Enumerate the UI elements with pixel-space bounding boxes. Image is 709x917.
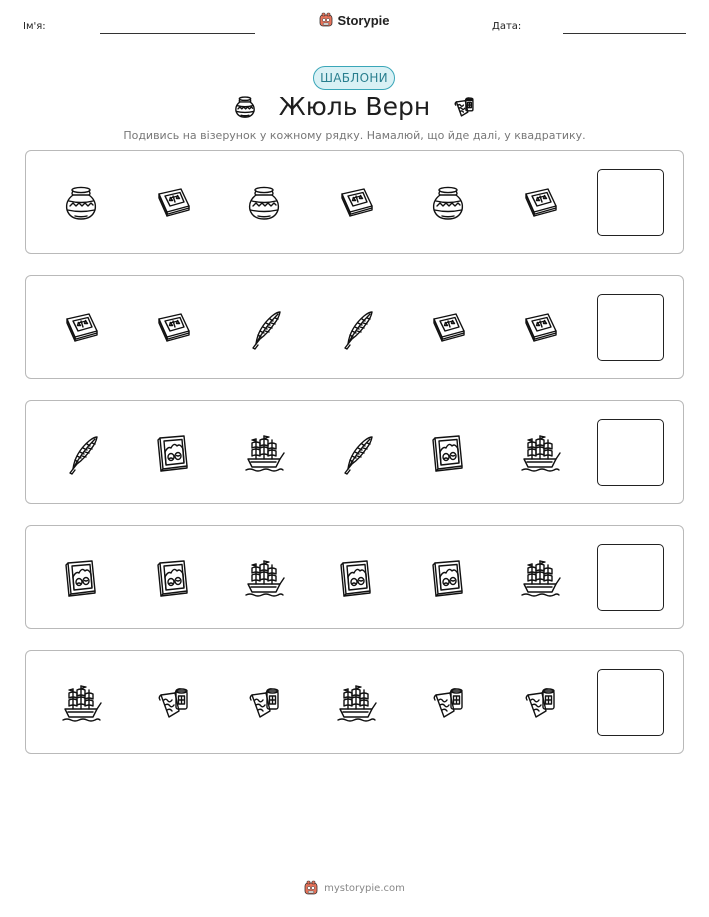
pattern-cell [59, 181, 103, 225]
ship-icon [242, 431, 286, 475]
pattern-cell [59, 431, 103, 475]
ship-icon [518, 431, 562, 475]
name-line[interactable] [100, 33, 255, 34]
pot-icon [231, 93, 259, 121]
category-badge: ШАБЛОНИ [313, 66, 395, 90]
pattern-cell [59, 306, 103, 350]
book-icon [426, 306, 470, 350]
pattern-cell [518, 556, 562, 600]
footer [0, 880, 709, 896]
theater-book-icon [59, 556, 103, 600]
pattern-row [25, 275, 684, 379]
book-icon [151, 306, 195, 350]
mascot-icon [304, 880, 318, 896]
ship-icon [334, 681, 378, 725]
scroll-icon [518, 681, 562, 725]
answer-box[interactable] [597, 669, 664, 736]
pattern-cell [242, 681, 286, 725]
pattern-cell [151, 556, 195, 600]
pattern-cell [518, 681, 562, 725]
answer-box[interactable] [597, 544, 664, 611]
pot-icon [426, 181, 470, 225]
pattern-row [25, 650, 684, 754]
pattern-cell [426, 431, 470, 475]
brand-name: Storypie [337, 12, 390, 28]
brand-logo [0, 12, 709, 28]
pattern-cell [334, 306, 378, 350]
pattern-cell [242, 306, 286, 350]
quill-icon [334, 431, 378, 475]
ship-icon [518, 556, 562, 600]
pattern-cell [151, 431, 195, 475]
pattern-cell [151, 306, 195, 350]
scroll-icon [426, 681, 470, 725]
pattern-cell [518, 181, 562, 225]
pattern-cell [151, 681, 195, 725]
pattern-cell [242, 556, 286, 600]
name-label: Ім'я: [23, 21, 46, 32]
pattern-cell [334, 431, 378, 475]
quill-icon [334, 306, 378, 350]
pattern-cell [426, 181, 470, 225]
pattern-cell [426, 306, 470, 350]
pot-icon [59, 181, 103, 225]
quill-icon [242, 306, 286, 350]
book-icon [334, 181, 378, 225]
answer-box[interactable] [597, 419, 664, 486]
pattern-cell [334, 181, 378, 225]
pattern-row [25, 400, 684, 504]
answer-box[interactable] [597, 294, 664, 361]
pattern-cell [59, 681, 103, 725]
pattern-cell [334, 681, 378, 725]
ship-icon [59, 681, 103, 725]
title-row [0, 92, 709, 121]
footer-url[interactable]: mystorypie.com [324, 882, 405, 894]
pattern-cell [242, 181, 286, 225]
pattern-cell [518, 306, 562, 350]
pattern-cell [518, 431, 562, 475]
quill-icon [59, 431, 103, 475]
date-line[interactable] [563, 33, 686, 34]
pattern-cell [426, 556, 470, 600]
pattern-cell [151, 181, 195, 225]
answer-box[interactable] [597, 169, 664, 236]
pattern-cell [426, 681, 470, 725]
theater-book-icon [151, 431, 195, 475]
page-title: Жюль Верн [278, 92, 431, 121]
theater-book-icon [151, 556, 195, 600]
date-label: Дата: [492, 21, 522, 32]
pattern-cell [334, 556, 378, 600]
pattern-cell [59, 556, 103, 600]
pattern-row [25, 525, 684, 629]
pattern-cell [242, 431, 286, 475]
scroll-icon [242, 681, 286, 725]
scroll-icon [151, 681, 195, 725]
instructions: Подивись на візерунок у кожному рядку. Намалюй, що йде далі, у квадратику. [123, 129, 586, 142]
theater-book-icon [426, 556, 470, 600]
ship-icon [242, 556, 286, 600]
book-icon [59, 306, 103, 350]
theater-book-icon [334, 556, 378, 600]
book-icon [151, 181, 195, 225]
mascot-icon [319, 12, 333, 28]
book-icon [518, 181, 562, 225]
book-icon [518, 306, 562, 350]
pot-icon [242, 181, 286, 225]
theater-book-icon [426, 431, 470, 475]
scroll-icon [450, 93, 478, 121]
pattern-row [25, 150, 684, 254]
